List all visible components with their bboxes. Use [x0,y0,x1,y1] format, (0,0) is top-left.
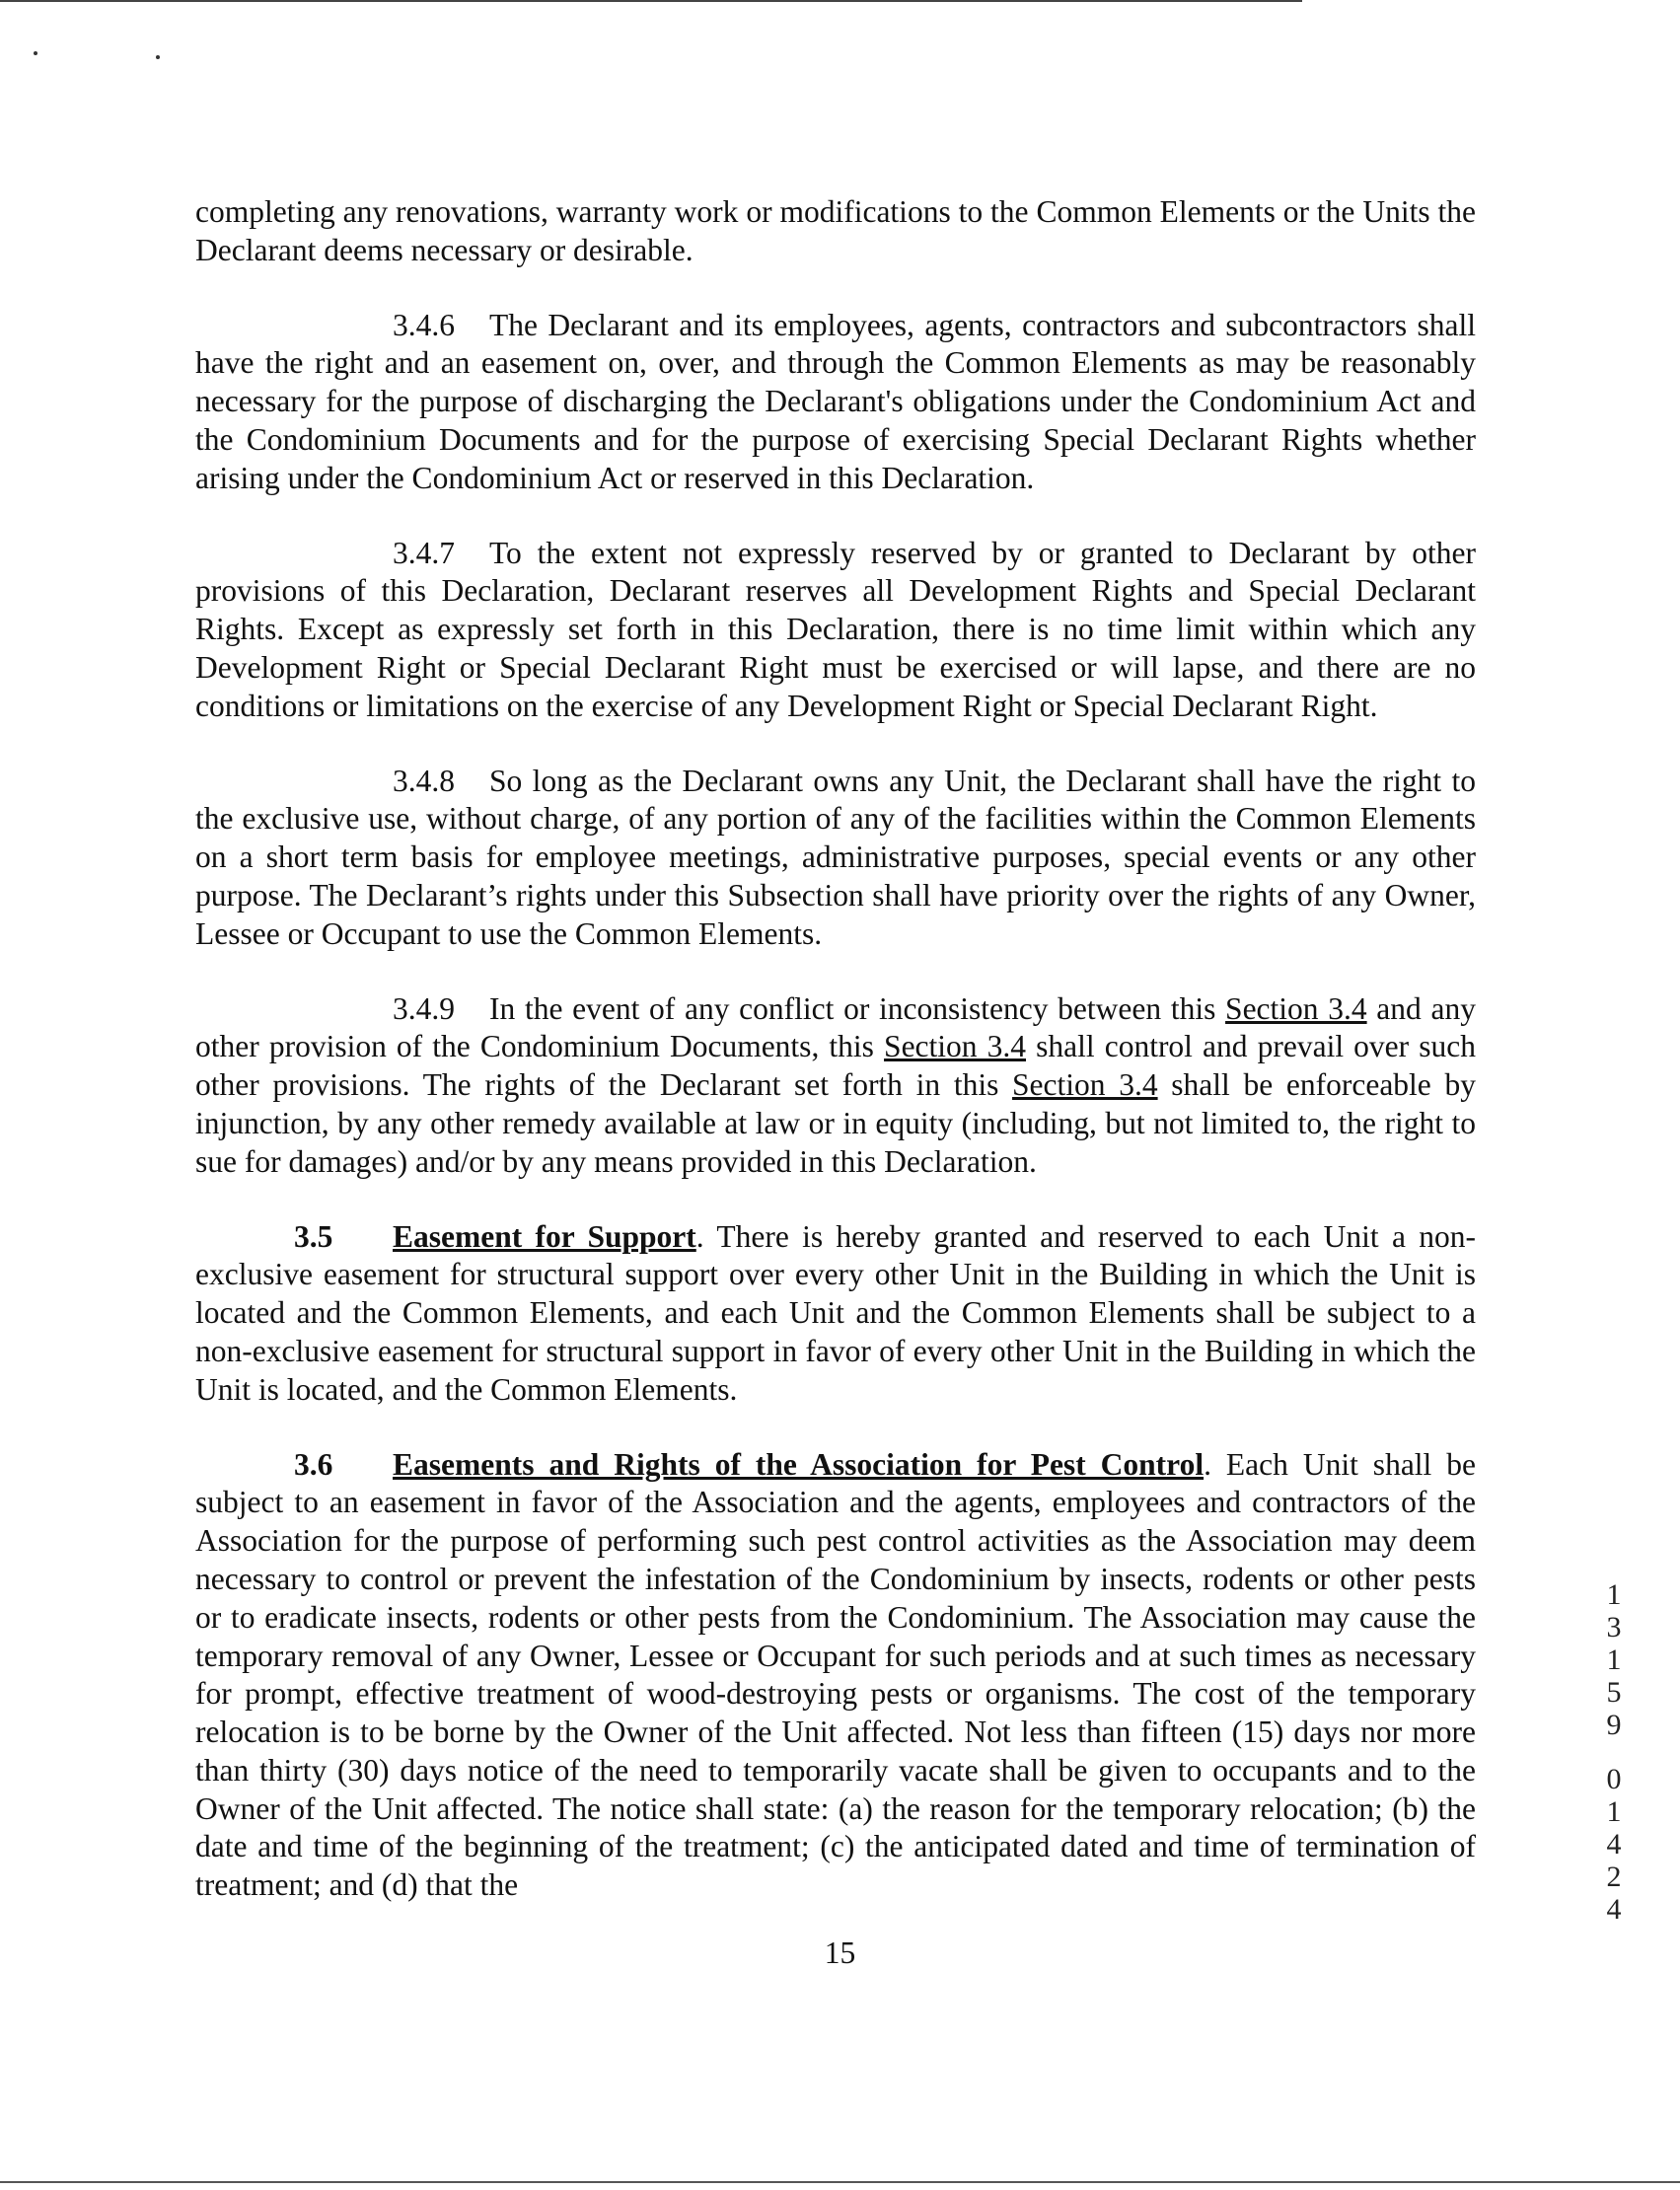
section-reference: Section 3.4 [1225,990,1367,1026]
scan-speck [156,55,160,59]
paragraph-text: In the event of any conflict or inconsistency between this [489,990,1226,1026]
section-title: Easements and Rights of the Association for Pest Control [393,1446,1205,1482]
paragraph-text: To the extent not expressly reserved by or granted to Declarant by other provisions of this Declaration, Declarant reserves all Development Rights and Special Declarant Rights. Except as expressly set forth in this Declaration, there is no time limit within which any Development Right or Special Declarant Right must be exercised or will lapse, and there are no conditions or limitations on the exercise of any Development Right or Special Declarant Right. [195,535,1476,723]
stamp-char: 9 [1606,1709,1622,1741]
paragraph-3-4-7 [195,535,1476,726]
stamp-char: 1 [1606,1578,1622,1611]
stamp-char: 3 [1606,1611,1622,1643]
section-3-5 [195,1218,1476,1410]
bottom-border [0,2181,1680,2183]
section-reference: Section 3.4 [1012,1067,1158,1103]
paragraph-text: shall be enforceable by injunction, by any other remedy available at law or in equity (including, but not limited to, the right to sue for damages) and/or by any means provided in this Declaration. [195,1067,1476,1179]
section-number: 3.6 [294,1446,333,1482]
stamp-char: 1 [1606,1795,1622,1828]
continuation-paragraph: completing any renovations, warranty work or modifications to the Common Elements or the Units the Declarant deems necessary or desirable. [195,194,1476,267]
paragraph-3-4-9 [195,990,1476,1182]
paragraph-text: The Declarant and its employees, agents, contractors and subcontractors shall have the right and an easement on, over, and through the Common Elements as may be reasonably necessary for the purpose of discharging the Declarant's obligations under the Condominium Act and the Condominium Documents and for the purpose of exercising Special Declarant Rights whether arising under the Condominium Act or reserved in this Declaration. [195,307,1476,495]
paragraph-number: 3.4.7 [393,535,455,570]
section-reference: Section 3.4 [884,1029,1027,1064]
section-title: Easement for Support [393,1218,696,1254]
section-text: . Each Unit shall be subject to an easement in favor of the Association and the agents, employees and contractors of the Association for the purpose of performing such pest control activities as the Association may deem necessary to control or prevent the infestation of the Condominium by insects, rodents or other pests or to eradicate insects, rodents or other pests from the Condominium. The Association may cause the temporary removal of any Owner, Lessee or Occupant for such periods and at such times as necessary for prompt, effective treatment of wood-destroying pests or organisms. The cost of the temporary relocation is to be borne by the Owner of the Unit affected. Not less than fifteen (15) days nor more than thirty (30) days notice of the need to temporarily vacate shall be given to occupants and to the Owner of the Unit affected. The notice shall state: (a) the reason for the temporary relocation; (b) the date and time of the beginning of the treatment; (c) the anticipated dated and time of termination of treatment; and (d) that the [195,1446,1476,1903]
paragraph-text: shall control and prevail over such other provisions. The rights of the Declarant set forth in this [195,1029,1476,1103]
stamp-char: 5 [1606,1676,1622,1709]
paragraph-3-4-6 [195,307,1476,498]
paragraph-text: So long as the Declarant owns any Unit, the Declarant shall have the right to the exclusive use, without charge, of any portion of any of the facilities within the Common Elements on a short term basis for employee meetings, administrative purposes, special events or any other purpose. The Declarant’s rights under this Subsection shall have priority over the rights of any Owner, Lessee or Occupant to use the Common Elements. [195,763,1476,951]
paragraph-text: and any other provision of the Condominium Documents, this [195,990,1476,1064]
section-number: 3.5 [294,1218,333,1254]
stamp-gap [1594,1741,1634,1763]
document-body [195,193,1476,1941]
paragraph-number: 3.4.8 [393,763,455,798]
section-3-6 [195,1446,1476,1906]
page-number: 15 [824,1935,856,1970]
paragraph-number: 3.4.9 [393,990,455,1026]
scan-speck [34,51,37,55]
top-border [0,0,1302,2]
paragraph-number: 3.4.6 [393,307,455,342]
stamp-char: 4 [1606,1828,1622,1861]
stamp-char: 4 [1606,1893,1622,1926]
stamp-char: 1 [1606,1643,1622,1676]
recording-stamp [1594,1578,1634,1926]
paragraph-3-4-8 [195,763,1476,954]
stamp-char: 2 [1606,1861,1622,1893]
stamp-char: 0 [1606,1763,1622,1795]
section-text: . There is hereby granted and reserved to each Unit a non-exclusive easement for structural support over every other Unit in the Building in which the Unit is located and the Common Elements, and each Unit and the Common Elements shall be subject to a non-exclusive easement for structural support in favor of every other Unit in the Building in which the Unit is located, and the Common Elements. [195,1218,1476,1407]
